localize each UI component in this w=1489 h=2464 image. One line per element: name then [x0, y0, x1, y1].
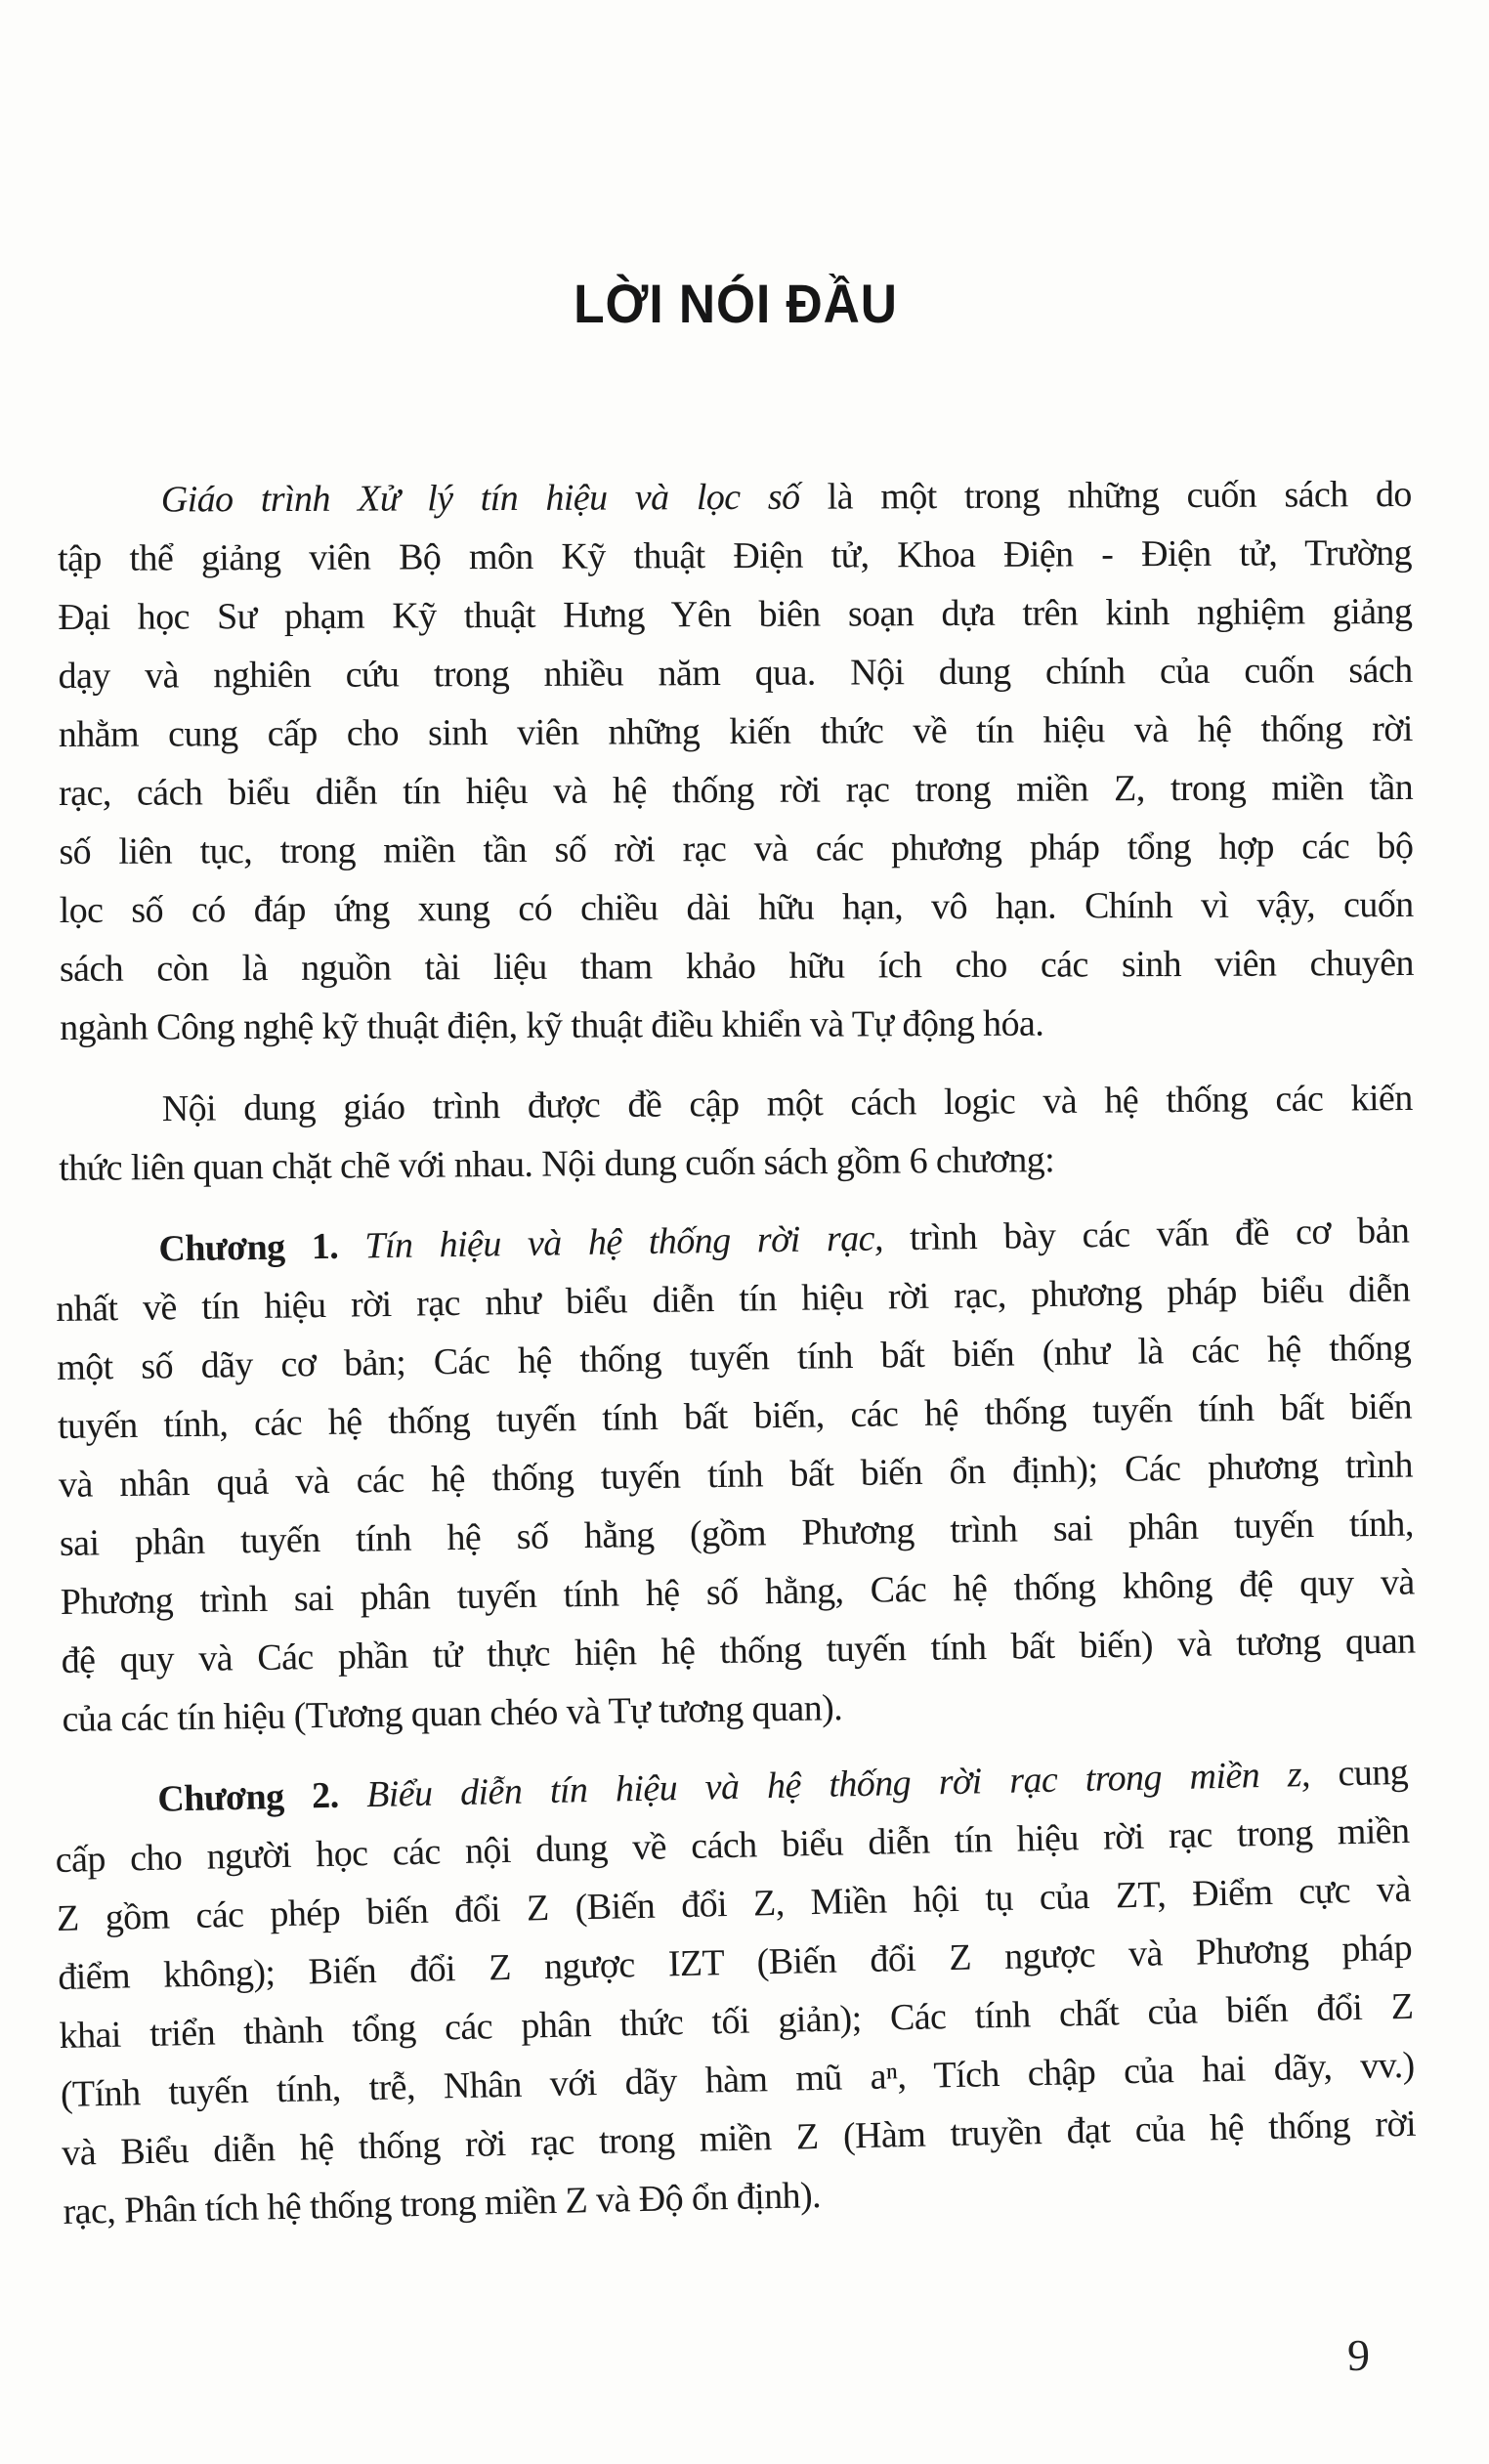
text-run: Đại học Sư phạm Kỹ thuật Hưng Yên biên soạn dựa trên kinh nghiệm giảng: [58, 590, 1413, 639]
text-run: đệ quy và Các phần tử thực hiện hệ thống tuyến tính bất biến) và tương quan: [61, 1620, 1416, 1681]
body-text-block: [55, 471, 1417, 2241]
bold-text-run: Chương 2.: [156, 1774, 339, 1820]
text-line: [58, 1069, 1412, 1139]
text-run: thức liên quan chặt chẽ với nhau. Nội dung cuốn sách gồm 6 chương:: [59, 1139, 1055, 1189]
text-run: khai triển thành tổng các phân thức tối giản); Các tính chất của biến đổi Z: [59, 1985, 1414, 2057]
italic-text-run: Biểu diễn tín hiệu và hệ thống rời rạc trong miền z,: [338, 1754, 1311, 1816]
text-line: [59, 758, 1413, 823]
text-line: [59, 700, 1413, 764]
text-run: sai phân tuyến tính hệ số hằng (gồm Phương trình sai phân tuyến tính,: [59, 1503, 1415, 1564]
text-run: nhất về tín hiệu rời rạc như biểu diễn tín hiệu rời rạc, phương pháp biểu diễn: [56, 1268, 1411, 1331]
text-run: và Biểu diễn hệ thống rời rạc trong miền Z (Hàm truyền đạt của hệ thống rời: [61, 2103, 1417, 2174]
text-line: [60, 875, 1414, 940]
page-number: 9: [1347, 2330, 1370, 2380]
text-run: điểm không); Biến đổi Z ngược IZT (Biến đổi Z ngược và Phương pháp: [57, 1927, 1413, 1999]
text-run: rạc, cách biểu diễn tín hiệu và hệ thống rời rạc trong miền Z, trong miền tần: [59, 766, 1414, 814]
text-run: tập thể giảng viên Bộ môn Kỹ thuật Điện tử, Khoa Điện - Điện tử, Trường: [57, 531, 1413, 580]
text-run: là một trong những cuốn sách do: [799, 473, 1412, 518]
text-run: tuyến tính, các hệ thống tuyến tính bất biến, các hệ thống tuyến tính bất biến: [57, 1385, 1413, 1448]
text-line: [60, 993, 1414, 1057]
bold-text-run: Chương 1.: [158, 1225, 339, 1270]
text-line: [58, 524, 1412, 588]
text-line: [59, 817, 1413, 881]
page-title: LỜI NÓI ĐẦU: [574, 273, 898, 334]
text-run: rạc, Phân tích hệ thống trong miền Z và Độ ổn định).: [63, 2175, 822, 2232]
text-line: [58, 641, 1412, 705]
page-content: [55, 273, 1417, 2241]
text-run: trình bày các vấn đề cơ bản: [882, 1210, 1410, 1259]
text-line: [60, 934, 1414, 998]
text-run: dạy và nghiên cứu trong nhiều năm qua. Nội dung chính của cuốn sách: [58, 649, 1413, 698]
text-run: Phương trình sai phân tuyến tính hệ số hằng, Các hệ thống không đệ quy và: [60, 1561, 1415, 1623]
text-run: (Tính tuyến tính, trễ, Nhân với dãy hàm mũ aⁿ, Tích chập của hai dãy, vv.): [60, 2044, 1416, 2115]
text-run: ngành Công nghệ kỹ thuật điện, kỹ thuật điều khiển và Tự động hóa.: [60, 1002, 1044, 1048]
text-line: [59, 1127, 1413, 1198]
paragraph-intro: [58, 465, 1415, 1057]
text-run: một số dãy cơ bản; Các hệ thống tuyến tính bất biến (như là các hệ thống: [56, 1327, 1412, 1389]
paragraph-overview: [58, 1069, 1413, 1198]
text-run: và nhân quả và các hệ thống tuyến tính bất biến ổn định); Các phương trình: [58, 1444, 1414, 1506]
text-line: [58, 465, 1412, 530]
text-run: lọc số có đáp ứng xung có chiều dài hữu hạn, vô hạn. Chính vì vậy, cuốn: [59, 883, 1414, 931]
text-run: cấp cho người học các nội dung về cách biểu diễn tín hiệu rời rạc trong miền: [55, 1809, 1410, 1882]
text-run: cung: [1309, 1751, 1409, 1795]
text-run: Nội dung giáo trình được đề cập một cách logic và hệ thống các kiến: [161, 1077, 1413, 1130]
italic-text-run: Giáo trình Xử lý tín hiệu và lọc số: [160, 476, 800, 521]
text-run: Z gồm các phép biến đổi Z (Biến đổi Z, Miền hội tụ của ZT, Điểm cực và: [56, 1868, 1412, 1940]
paragraph-chapter-2: [54, 1743, 1418, 2241]
text-run: sách còn là nguồn tài liệu tham khảo hữu ích cho các sinh viên chuyên: [59, 942, 1414, 990]
text-run: nhằm cung cấp cho sinh viên những kiến thức về tín hiệu và hệ thống rời: [58, 707, 1413, 756]
italic-text-run: Tín hiệu và hệ thống rời rạc,: [337, 1217, 884, 1267]
text-run: số liên tục, trong miền tần số rời rạc và các phương pháp tổng hợp các bộ: [59, 825, 1414, 872]
text-line: [58, 582, 1412, 647]
paragraph-chapter-1: [55, 1201, 1417, 1749]
text-run: của các tín hiệu (Tương quan chéo và Tự tương quan).: [62, 1687, 843, 1740]
